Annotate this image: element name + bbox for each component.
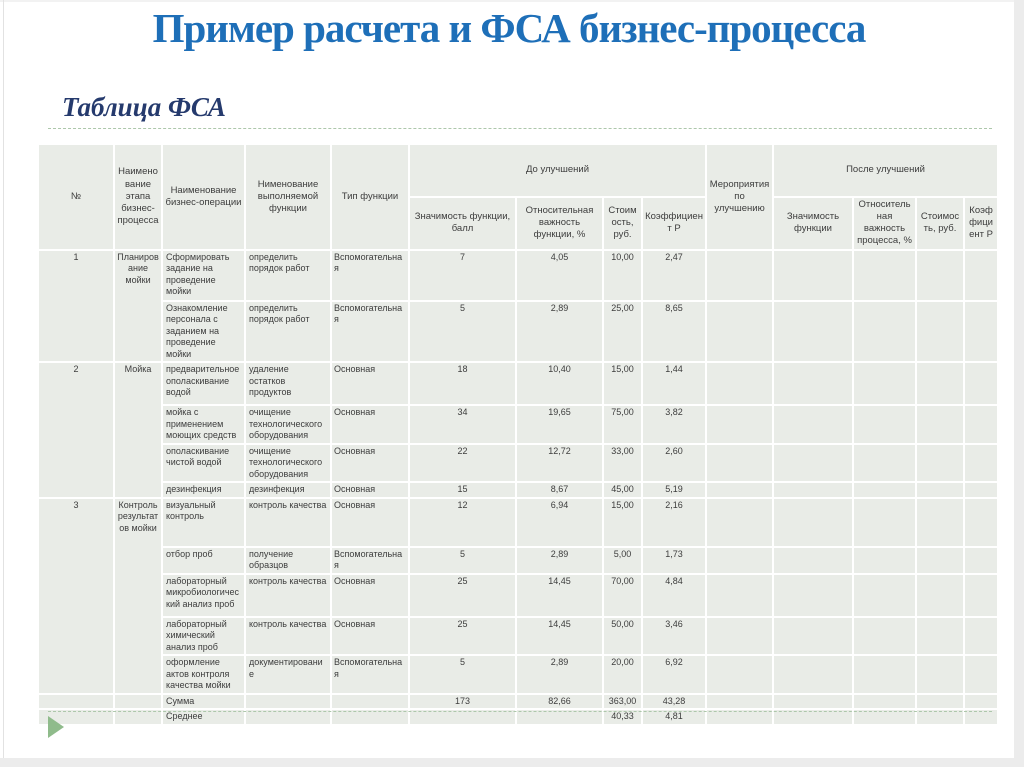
- cell-after-3: [964, 655, 998, 694]
- cell-num: 3: [38, 498, 114, 694]
- cell-after-1: [853, 482, 916, 498]
- slide-title: Пример расчета и ФСА бизнес-процесса: [152, 5, 866, 51]
- cell-function: определить порядок работ: [245, 301, 331, 363]
- cell-before-3: 43,28: [642, 694, 706, 710]
- cell-before-1: 2,89: [516, 655, 603, 694]
- cell-function: контроль качества: [245, 498, 331, 547]
- cell-before-0: 15: [409, 482, 516, 498]
- cell-operation: дезинфекция: [162, 482, 245, 498]
- header-after-significance: Значимость функции: [773, 197, 853, 250]
- cell-stage: [114, 694, 162, 710]
- cell-before-2: 40,33: [603, 709, 642, 725]
- cell-after-2: [916, 655, 964, 694]
- cell-after-2: [916, 301, 964, 363]
- cell-after-3: [964, 482, 998, 498]
- cell-measures: [706, 498, 773, 547]
- header-stage: Наименование этапа бизнес-процесса: [114, 144, 162, 250]
- cell-after-0: [773, 694, 853, 710]
- cell-type: Основная: [331, 482, 409, 498]
- cell-after-0: [773, 482, 853, 498]
- cell-before-2: 50,00: [603, 617, 642, 656]
- cell-num: 1: [38, 250, 114, 363]
- cell-before-3: 2,60: [642, 444, 706, 483]
- cell-type: Основная: [331, 617, 409, 656]
- table-row: [38, 405, 998, 444]
- cell-before-3: 4,81: [642, 709, 706, 725]
- cell-operation: ополаскивание чистой водой: [162, 444, 245, 483]
- cell-operation: лабораторный микробиологический анализ проб: [162, 574, 245, 617]
- cell-before-2: 363,00: [603, 694, 642, 710]
- cell-operation: оформление актов контроля качества мойки: [162, 655, 245, 694]
- cell-num: 2: [38, 362, 114, 498]
- cell-after-3: [964, 301, 998, 363]
- header-before-significance: Значимость функции, балл: [409, 197, 516, 250]
- cell-before-0: 12: [409, 498, 516, 547]
- cell-after-1: [853, 547, 916, 574]
- cell-measures: [706, 482, 773, 498]
- cell-after-3: [964, 694, 998, 710]
- cell-before-0: 25: [409, 617, 516, 656]
- cell-after-0: [773, 301, 853, 363]
- cell-before-1: 10,40: [516, 362, 603, 405]
- cell-measures: [706, 655, 773, 694]
- cell-function: очищение технологического оборудования: [245, 444, 331, 483]
- cell-after-1: [853, 301, 916, 363]
- cell-measures: [706, 362, 773, 405]
- cell-num: [38, 694, 114, 710]
- cell-before-1: 12,72: [516, 444, 603, 483]
- cell-function: получение образцов: [245, 547, 331, 574]
- cell-after-1: [853, 694, 916, 710]
- cell-stage: Мойка: [114, 362, 162, 498]
- cell-after-0: [773, 362, 853, 405]
- cell-operation: отбор проб: [162, 547, 245, 574]
- cell-type: Основная: [331, 574, 409, 617]
- cell-function: определить порядок работ: [245, 250, 331, 301]
- cell-after-2: [916, 547, 964, 574]
- cell-before-1: 14,45: [516, 617, 603, 656]
- header-before-importance: Относительная важность функции, %: [516, 197, 603, 250]
- header-num: №: [38, 144, 114, 250]
- cell-before-0: 18: [409, 362, 516, 405]
- cell-measures: [706, 405, 773, 444]
- cell-type: Вспомогательная: [331, 250, 409, 301]
- cell-after-2: [916, 405, 964, 444]
- cell-after-1: [853, 574, 916, 617]
- table-row: [38, 301, 998, 363]
- cell-before-1: 2,89: [516, 301, 603, 363]
- summary-row: [38, 694, 998, 710]
- header-before-coefficient: Коэффициент Р: [642, 197, 706, 250]
- cell-before-1: 2,89: [516, 547, 603, 574]
- header-after-importance: Относительная важность процесса, %: [853, 197, 916, 250]
- cell-before-0: 34: [409, 405, 516, 444]
- section-heading: Таблица ФСА: [62, 92, 226, 122]
- cell-function: удаление остатков продуктов: [245, 362, 331, 405]
- cell-measures: [706, 250, 773, 301]
- table-row: [38, 362, 998, 405]
- cell-before-0: 7: [409, 250, 516, 301]
- header-after-coefficient: Коэффициент Р: [964, 197, 998, 250]
- header-type: Тип функции: [331, 144, 409, 250]
- slide: [4, 0, 1014, 758]
- cell-after-2: [916, 250, 964, 301]
- cell-after-1: [853, 617, 916, 656]
- cell-before-3: 3,46: [642, 617, 706, 656]
- cell-after-1: [853, 250, 916, 301]
- header-before-group: До улучшений: [409, 144, 706, 197]
- cell-function: контроль качества: [245, 617, 331, 656]
- cell-before-3: 5,19: [642, 482, 706, 498]
- cell-before-0: 173: [409, 694, 516, 710]
- cell-before-2: 70,00: [603, 574, 642, 617]
- cell-before-2: 33,00: [603, 444, 642, 483]
- cell-after-2: [916, 498, 964, 547]
- cell-type: Основная: [331, 444, 409, 483]
- cell-type: Основная: [331, 498, 409, 547]
- table-row: [38, 498, 998, 547]
- cell-after-3: [964, 547, 998, 574]
- header-after-group: После улучшений: [773, 144, 998, 197]
- cell-measures: [706, 574, 773, 617]
- cell-type: Основная: [331, 405, 409, 444]
- cell-before-2: 45,00: [603, 482, 642, 498]
- cell-before-1: 82,66: [516, 694, 603, 710]
- cell-before-2: 15,00: [603, 498, 642, 547]
- cell-stage: Контроль результатов мойки: [114, 498, 162, 694]
- table-row: [38, 574, 998, 617]
- cell-operation: мойка с применением моющих средств: [162, 405, 245, 444]
- cell-type: Вспомогательная: [331, 301, 409, 363]
- cell-before-1: 19,65: [516, 405, 603, 444]
- cell-measures: [706, 617, 773, 656]
- cell-type: Основная: [331, 362, 409, 405]
- cell-after-0: [773, 498, 853, 547]
- cell-function: [245, 694, 331, 710]
- cell-after-0: [773, 547, 853, 574]
- cell-after-0: [773, 617, 853, 656]
- cell-operation: лабораторный химический анализ проб: [162, 617, 245, 656]
- cell-after-1: [853, 405, 916, 444]
- cell-operation: визуальный контроль: [162, 498, 245, 547]
- cell-after-3: [964, 617, 998, 656]
- cell-after-1: [853, 444, 916, 483]
- cell-after-0: [773, 574, 853, 617]
- cell-operation: Ознакомление персонала с заданием на проведение мойки: [162, 301, 245, 363]
- cell-after-0: [773, 444, 853, 483]
- bottom-edge-band: [0, 758, 1014, 767]
- table-row: [38, 444, 998, 483]
- cell-before-2: 10,00: [603, 250, 642, 301]
- cell-type: Вспомогательная: [331, 655, 409, 694]
- cell-after-1: [853, 362, 916, 405]
- header-measures: Мероприятия по улучшению: [706, 144, 773, 250]
- cell-before-0: 5: [409, 655, 516, 694]
- cell-before-2: 20,00: [603, 655, 642, 694]
- cell-operation: предварительное ополаскивание водой: [162, 362, 245, 405]
- cell-after-1: [853, 498, 916, 547]
- cell-before-3: 1,73: [642, 547, 706, 574]
- dashed-divider-bottom: [48, 711, 992, 712]
- cell-before-2: 15,00: [603, 362, 642, 405]
- cell-before-3: 1,44: [642, 362, 706, 405]
- cell-measures: [706, 547, 773, 574]
- cell-after-2: [916, 444, 964, 483]
- cell-after-2: [916, 694, 964, 710]
- dashed-divider-top: [48, 128, 992, 129]
- next-arrow-icon: [48, 716, 64, 738]
- cell-before-0: 5: [409, 547, 516, 574]
- cell-after-3: [964, 574, 998, 617]
- cell-summary-label: Сумма: [162, 694, 245, 710]
- table-row: [38, 250, 998, 301]
- cell-function: дезинфекция: [245, 482, 331, 498]
- cell-function: контроль качества: [245, 574, 331, 617]
- cell-after-3: [964, 405, 998, 444]
- cell-measures: [706, 694, 773, 710]
- cell-after-3: [964, 444, 998, 483]
- cell-before-3: 3,82: [642, 405, 706, 444]
- cell-type: [331, 694, 409, 710]
- table-row: [38, 617, 998, 656]
- header-after-cost: Стоимость, руб.: [916, 197, 964, 250]
- table-row: [38, 547, 998, 574]
- cell-function: очищение технологического оборудования: [245, 405, 331, 444]
- cell-measures: [706, 444, 773, 483]
- cell-before-3: 2,16: [642, 498, 706, 547]
- cell-after-2: [916, 482, 964, 498]
- header-function: Нименование выполняемой функции: [245, 144, 331, 250]
- cell-before-1: 14,45: [516, 574, 603, 617]
- cell-after-0: [773, 250, 853, 301]
- cell-operation: Сформировать задание на проведение мойки: [162, 250, 245, 301]
- cell-after-3: [964, 498, 998, 547]
- cell-before-2: 5,00: [603, 547, 642, 574]
- cell-after-0: [773, 405, 853, 444]
- table-row: [38, 482, 998, 498]
- cell-after-1: [853, 655, 916, 694]
- cell-after-2: [916, 362, 964, 405]
- cell-before-0: 22: [409, 444, 516, 483]
- fsa-table: [37, 143, 999, 726]
- cell-before-3: 2,47: [642, 250, 706, 301]
- cell-before-1: 8,67: [516, 482, 603, 498]
- cell-summary-label: Среднее: [162, 709, 245, 725]
- cell-before-2: 75,00: [603, 405, 642, 444]
- table-row: [38, 655, 998, 694]
- cell-before-3: 8,65: [642, 301, 706, 363]
- cell-before-3: 4,84: [642, 574, 706, 617]
- cell-before-2: 25,00: [603, 301, 642, 363]
- header-operation: Наименование бизнес-операции: [162, 144, 245, 250]
- cell-before-3: 6,92: [642, 655, 706, 694]
- cell-stage: Планирование мойки: [114, 250, 162, 363]
- cell-after-2: [916, 617, 964, 656]
- cell-after-0: [773, 655, 853, 694]
- header-before-cost: Стоимость, руб.: [603, 197, 642, 250]
- cell-function: документирование: [245, 655, 331, 694]
- cell-before-1: 6,94: [516, 498, 603, 547]
- fsa-table-header: [38, 144, 998, 250]
- fsa-table-body: [38, 250, 998, 725]
- cell-before-0: 5: [409, 301, 516, 363]
- cell-before-1: 4,05: [516, 250, 603, 301]
- cell-measures: [706, 301, 773, 363]
- right-edge-band: [1014, 0, 1024, 767]
- cell-after-2: [916, 574, 964, 617]
- cell-after-3: [964, 250, 998, 301]
- cell-before-0: 25: [409, 574, 516, 617]
- cell-after-3: [964, 362, 998, 405]
- cell-type: Вспомогательная: [331, 547, 409, 574]
